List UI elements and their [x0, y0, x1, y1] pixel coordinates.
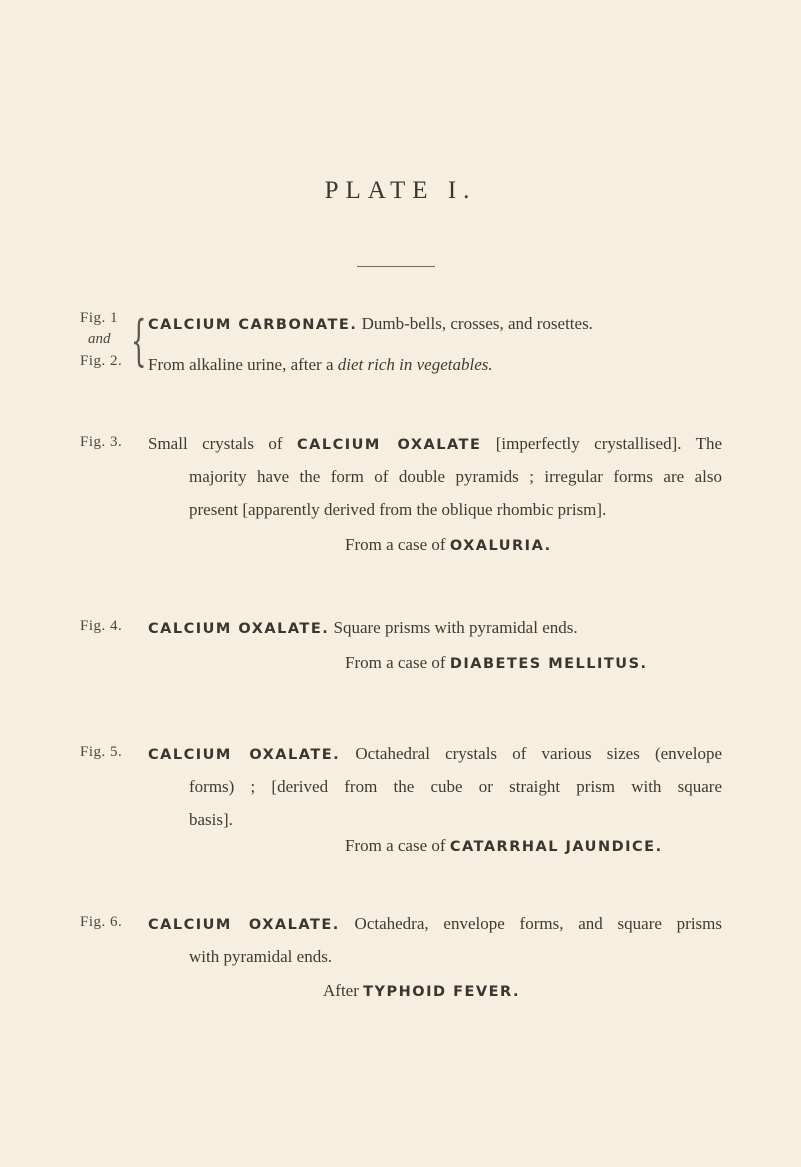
plate-title: PLATE I. [324, 177, 477, 204]
fig-6-source [323, 981, 520, 1001]
fig-1-2-line-1 [148, 313, 593, 336]
fig-3-line-3: present [apparently derived from the oblique rhombic prism]. [189, 500, 607, 519]
fig-5-line-2: forms) ; [derived from the cube or straight prism with square [189, 777, 722, 796]
fig-3-line-2: majority have the form of double pyramids ; irregular forms are also [189, 467, 722, 486]
fig-3-text-b: [imperfectly crystallised]. The [495, 434, 723, 453]
fig-6-line-2: with pyramidal ends. [189, 947, 333, 966]
fig-6-label: Fig. 6. [80, 914, 123, 930]
fig-5-source-prefix: From a case of [345, 836, 446, 855]
fig-2-label: Fig. 2. [80, 353, 123, 369]
fig-3-source-prefix: From a case of [345, 535, 446, 554]
fig-5-source-case: CATARRHAL JAUNDICE. [449, 839, 663, 855]
fig-5-heading: CALCIUM OXALATE. [148, 747, 341, 763]
fig-3-text-a: Small crystals of [148, 434, 283, 453]
fig-3-source-case: OXALURIA. [449, 538, 552, 554]
fig-4-heading: CALCIUM OXALATE. [148, 621, 330, 637]
fig-1-2-line-2 [148, 354, 493, 375]
fig-and-label: and [88, 331, 111, 347]
fig-6-line-1 [148, 907, 722, 942]
fig-4-source-case: DIABETES MELLITUS. [449, 656, 648, 672]
fig-1-2-description: Dumb-bells, crosses, and rosettes. [361, 314, 593, 333]
fig-4-line-1 [148, 611, 578, 646]
fig-1-2-diet: diet rich in vegetables. [337, 355, 493, 374]
fig-4-label: Fig. 4. [80, 618, 123, 634]
brace-icon: { [131, 309, 147, 372]
fig-4-source [345, 653, 648, 673]
fig-3-line-1 [148, 427, 722, 462]
fig-3-source [345, 535, 552, 555]
fig-6-heading: CALCIUM OXALATE. [148, 917, 340, 933]
fig-5-label: Fig. 5. [80, 744, 123, 760]
fig-6-description: Octahedra, envelope forms, and square prisms [354, 914, 723, 933]
fig-6-source-case: TYPHOID FEVER. [363, 984, 520, 1000]
fig-3-heading: CALCIUM OXALATE [296, 437, 482, 453]
fig-4-source-prefix: From a case of [345, 653, 446, 672]
fig-1-2-source: From alkaline urine, after a [148, 355, 334, 374]
fig-5-description: Octahedral crystals of various sizes (envelope [355, 744, 722, 763]
title-rule [357, 266, 435, 267]
fig-1-2-heading: CALCIUM CARBONATE. [148, 317, 358, 333]
fig-5-source [345, 836, 663, 856]
fig-5-line-3: basis]. [189, 810, 233, 829]
fig-6-source-prefix: After [323, 981, 359, 1000]
fig-5-line-1 [148, 737, 722, 772]
fig-4-description: Square prisms with pyramidal ends. [333, 618, 578, 637]
fig-3-label: Fig. 3. [80, 434, 123, 450]
fig-1-label: Fig. 1 [80, 310, 119, 326]
